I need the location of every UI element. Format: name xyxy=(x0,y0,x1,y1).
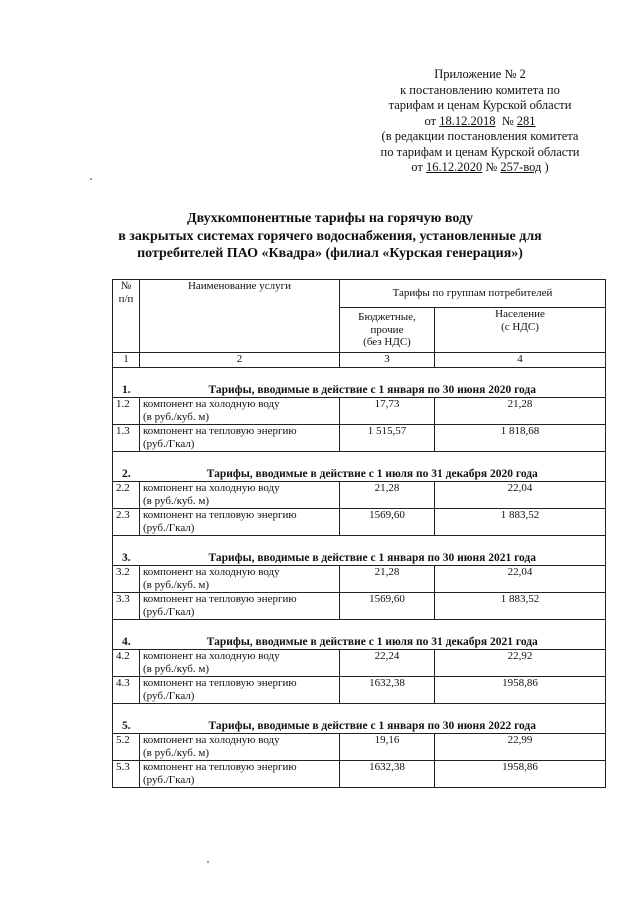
budget-tariff: 21,28 xyxy=(340,482,435,509)
amendment-date: 16.12.2020 xyxy=(425,160,483,174)
row-number: 2.2 xyxy=(113,482,140,509)
population-tariff: 1958,86 xyxy=(435,761,606,788)
section-row xyxy=(113,368,606,398)
amendment-number: 257-вод xyxy=(500,160,542,174)
appendix-line: к постановлению комитета по xyxy=(400,82,560,97)
tariff-table xyxy=(112,279,606,788)
appendix-from: от xyxy=(424,113,440,128)
population-tariff: 21,28 xyxy=(435,398,606,425)
section-number: 3. xyxy=(113,536,140,566)
population-tariff: 1 883,52 xyxy=(435,509,606,536)
table-header-row xyxy=(113,280,606,308)
title-line: потребителей ПАО «Квадра» (филиал «Курская генерация») xyxy=(137,246,523,261)
section-title: Тарифы, вводимые в действие с 1 января по 30 июня 2022 года xyxy=(140,704,606,734)
section-title: Тарифы, вводимые в действие с 1 января по 30 июня 2021 года xyxy=(140,536,606,566)
section-number: 4. xyxy=(113,620,140,650)
budget-tariff: 1632,38 xyxy=(340,677,435,704)
amendment-from: от xyxy=(411,160,426,174)
section-number: 1. xyxy=(113,368,140,398)
population-tariff: 22,92 xyxy=(435,650,606,677)
budget-tariff: 1632,38 xyxy=(340,761,435,788)
row-number: 4.2 xyxy=(113,650,140,677)
row-number: 5.2 xyxy=(113,734,140,761)
row-number: 1.3 xyxy=(113,425,140,452)
section-row xyxy=(113,620,606,650)
service-name: компонент на тепловую энергию (руб./Гкал) xyxy=(140,593,340,620)
population-tariff: 1 818,68 xyxy=(435,425,606,452)
row-number: 3.2 xyxy=(113,566,140,593)
section-row xyxy=(113,452,606,482)
appendix-line: (в редакции постановления комитета xyxy=(381,129,579,143)
header-num: № п/п xyxy=(113,280,140,353)
population-tariff: 22,04 xyxy=(435,482,606,509)
document-title xyxy=(80,210,580,263)
table-row xyxy=(113,425,606,452)
budget-tariff: 1569,60 xyxy=(340,509,435,536)
budget-tariff: 22,24 xyxy=(340,650,435,677)
appendix-amendment-line xyxy=(330,160,630,176)
column-number: 3 xyxy=(340,353,435,368)
decree-number: 281 xyxy=(516,113,536,128)
section-number: 2. xyxy=(113,452,140,482)
number-sign: № xyxy=(482,160,501,174)
service-name: компонент на холодную воду (в руб./куб. м) xyxy=(140,482,340,509)
column-number: 2 xyxy=(140,353,340,368)
table-row xyxy=(113,593,606,620)
section-title: Тарифы, вводимые в действие с 1 января по 30 июня 2020 года xyxy=(140,368,606,398)
closing-paren: ) xyxy=(541,160,549,174)
section-number: 5. xyxy=(113,704,140,734)
scan-speck xyxy=(90,178,92,180)
service-name: компонент на холодную воду (в руб./куб. м) xyxy=(140,650,340,677)
budget-tariff: 1 515,57 xyxy=(340,425,435,452)
appendix-header xyxy=(330,67,630,176)
table-row xyxy=(113,566,606,593)
population-tariff: 22,04 xyxy=(435,566,606,593)
number-sign: № xyxy=(495,113,517,128)
budget-tariff: 21,28 xyxy=(340,566,435,593)
decree-date: 18.12.2018 xyxy=(439,113,496,128)
table-row xyxy=(113,398,606,425)
column-number-row xyxy=(113,353,606,368)
section-row xyxy=(113,536,606,566)
appendix-line: тарифам и ценам Курской области xyxy=(388,98,572,112)
population-tariff: 1 883,52 xyxy=(435,593,606,620)
title-line: в закрытых системах горячего водоснабжения, установленные для xyxy=(118,228,542,244)
appendix-line: Приложение № 2 xyxy=(434,67,526,81)
table-row xyxy=(113,677,606,704)
header-service: Наименование услуги xyxy=(140,280,340,353)
budget-tariff: 1569,60 xyxy=(340,593,435,620)
service-name: компонент на холодную воду (в руб./куб. м) xyxy=(140,566,340,593)
title-line: Двухкомпонентные тарифы на горячую воду xyxy=(186,211,474,226)
section-title: Тарифы, вводимые в действие с 1 июля по 31 декабря 2020 года xyxy=(140,452,606,482)
column-number: 4 xyxy=(435,353,606,368)
service-name: компонент на холодную воду (в руб./куб. м) xyxy=(140,734,340,761)
budget-tariff: 17,73 xyxy=(340,398,435,425)
row-number: 3.3 xyxy=(113,593,140,620)
row-number: 2.3 xyxy=(113,509,140,536)
service-name: компонент на тепловую энергию (руб./Гкал) xyxy=(140,509,340,536)
section-row xyxy=(113,704,606,734)
service-name: компонент на холодную воду (в руб./куб. м) xyxy=(140,398,340,425)
table-row xyxy=(113,650,606,677)
service-name: компонент на тепловую энергию (руб./Гкал) xyxy=(140,761,340,788)
service-name: компонент на тепловую энергию (руб./Гкал) xyxy=(140,677,340,704)
table-row xyxy=(113,482,606,509)
budget-tariff: 19,16 xyxy=(340,734,435,761)
header-population: Население (с НДС) xyxy=(435,308,606,353)
service-name: компонент на тепловую энергию (руб./Гкал) xyxy=(140,425,340,452)
appendix-line: по тарифам и ценам Курской области xyxy=(380,144,580,159)
scan-speck xyxy=(207,861,209,863)
population-tariff: 1958,86 xyxy=(435,677,606,704)
row-number: 4.3 xyxy=(113,677,140,704)
row-number: 1.2 xyxy=(113,398,140,425)
section-title: Тарифы, вводимые в действие с 1 июля по 31 декабря 2021 года xyxy=(140,620,606,650)
table-row xyxy=(113,734,606,761)
table-row xyxy=(113,761,606,788)
column-number: 1 xyxy=(113,353,140,368)
header-groups: Тарифы по группам потребителей xyxy=(340,280,606,308)
header-budget: Бюджетные, прочие (без НДС) xyxy=(340,308,435,353)
population-tariff: 22,99 xyxy=(435,734,606,761)
row-number: 5.3 xyxy=(113,761,140,788)
appendix-decree-line xyxy=(330,114,630,130)
table-row xyxy=(113,509,606,536)
